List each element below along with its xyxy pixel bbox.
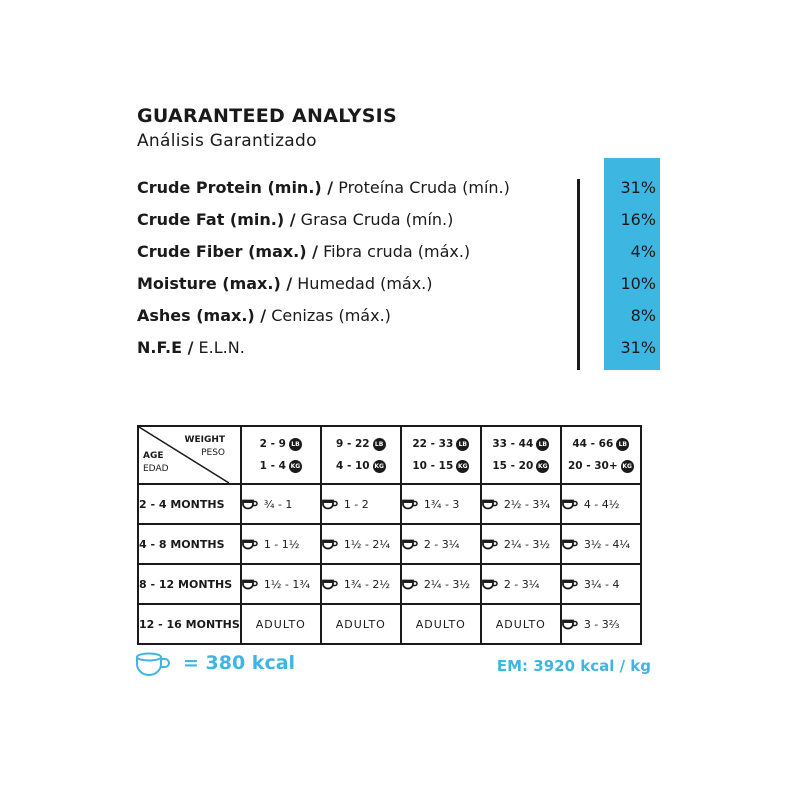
divider-line: [577, 179, 580, 370]
lb-badge: LB: [616, 438, 629, 451]
weight-header-2: 9 - 22 LB 4 - 10 KG: [321, 426, 401, 484]
table-header-row: [138, 426, 641, 484]
peso-label: PESO: [201, 448, 225, 458]
table-row: [138, 484, 641, 524]
dose-cell: 3 - 3⅔: [561, 604, 641, 644]
dose-cell: 2½ - 3¾: [481, 484, 561, 524]
cup-icon: [402, 579, 418, 590]
adult-cell: ADULTO: [241, 604, 321, 644]
analysis-row-fat: Crude Fat (min.) / Grasa Cruda (mín.): [137, 210, 454, 229]
lb-badge: LB: [456, 438, 469, 451]
dose-cell: 2¼ - 3½: [401, 564, 481, 604]
cup-icon: [402, 499, 418, 510]
analysis-row-nfe: N.F.E / E.L.N.: [137, 338, 245, 357]
cup-icon: [135, 652, 175, 678]
kg-badge: KG: [621, 460, 634, 473]
weight-label: WEIGHT: [184, 435, 225, 445]
dose-cell: 1¾ - 3: [401, 484, 481, 524]
adult-cell: ADULTO: [401, 604, 481, 644]
age-cell: 4 - 8 MONTHS: [138, 524, 241, 564]
dose-cell: 4 - 4½: [561, 484, 641, 524]
weight-header-1: 2 - 9 LB 1 - 4 KG: [241, 426, 321, 484]
value-ashes: 8%: [630, 306, 656, 325]
lb-badge: LB: [536, 438, 549, 451]
dose-cell: 2 - 3¼: [481, 564, 561, 604]
table-row: [138, 604, 641, 644]
age-cell: 8 - 12 MONTHS: [138, 564, 241, 604]
cup-icon: [242, 579, 258, 590]
dose-cell: 1 - 2: [321, 484, 401, 524]
weight-header-4: 33 - 44 LB 15 - 20 KG: [481, 426, 561, 484]
kg-badge: KG: [536, 460, 549, 473]
dose-cell: 3½ - 4¼: [561, 524, 641, 564]
weight-header-5: 44 - 66 LB 20 - 30+ KG: [561, 426, 641, 484]
dose-cell: 2 - 3¼: [401, 524, 481, 564]
page-subtitle: Análisis Garantizado: [137, 131, 317, 151]
dose-cell: 3¼ - 4: [561, 564, 641, 604]
cup-icon: [242, 539, 258, 550]
weight-header-3: 22 - 33 LB 10 - 15 KG: [401, 426, 481, 484]
kg-badge: KG: [373, 460, 386, 473]
age-cell: 2 - 4 MONTHS: [138, 484, 241, 524]
cup-icon: [562, 579, 578, 590]
value-nfe: 31%: [620, 338, 656, 357]
value-moisture: 10%: [620, 274, 656, 293]
cup-icon: [322, 499, 338, 510]
value-fat: 16%: [620, 210, 656, 229]
dose-cell: 1½ - 1¾: [241, 564, 321, 604]
table-corner-cell: [138, 426, 241, 484]
value-protein: 31%: [620, 178, 656, 197]
kg-badge: KG: [456, 460, 469, 473]
dose-cell: 1¾ - 2½: [321, 564, 401, 604]
dose-cell: 1 - 1½: [241, 524, 321, 564]
analysis-row-protein: Crude Protein (min.) / Proteína Cruda (mín.): [137, 178, 510, 197]
edad-label: EDAD: [143, 464, 169, 474]
adult-cell: ADULTO: [321, 604, 401, 644]
analysis-row-moisture: Moisture (max.) / Humedad (máx.): [137, 274, 433, 293]
age-cell: 12 - 16 MONTHS: [138, 604, 241, 644]
age-label: AGE: [143, 451, 164, 461]
kcal-per-cup: = 380 kcal: [183, 652, 296, 674]
dose-cell: 1½ - 2¼: [321, 524, 401, 564]
cup-icon: [562, 539, 578, 550]
cup-icon: [322, 539, 338, 550]
cup-icon: [402, 539, 418, 550]
dose-cell: ¾ - 1: [241, 484, 321, 524]
feeding-table: [137, 425, 642, 645]
value-fiber: 4%: [630, 242, 656, 261]
cup-icon: [322, 579, 338, 590]
dose-cell: 2¼ - 3½: [481, 524, 561, 564]
analysis-row-ashes: Ashes (max.) / Cenizas (máx.): [137, 306, 391, 325]
adult-cell: ADULTO: [481, 604, 561, 644]
lb-badge: LB: [373, 438, 386, 451]
cup-icon: [562, 619, 578, 630]
cup-icon: [482, 499, 498, 510]
table-row: [138, 564, 641, 604]
lb-badge: LB: [289, 438, 302, 451]
cup-icon: [482, 579, 498, 590]
cup-icon: [482, 539, 498, 550]
page-title: GUARANTEED ANALYSIS: [137, 105, 398, 127]
energy-metabolizable: EM: 3920 kcal / kg: [496, 657, 651, 675]
cup-icon: [242, 499, 258, 510]
kg-badge: KG: [289, 460, 302, 473]
analysis-row-fiber: Crude Fiber (max.) / Fibra cruda (máx.): [137, 242, 471, 261]
cup-icon: [562, 499, 578, 510]
table-row: [138, 524, 641, 564]
